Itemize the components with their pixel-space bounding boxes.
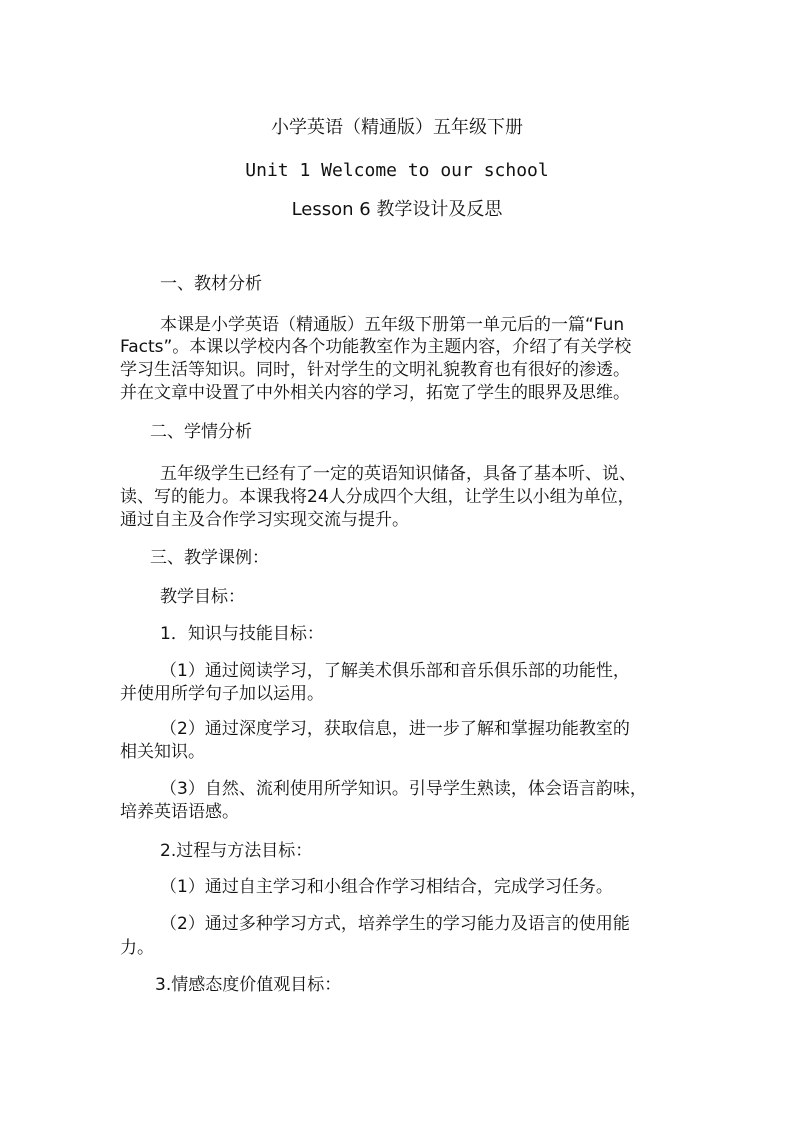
- paragraph-line: 本课是小学英语（精通版）五年级下册第一单元后的一篇“Fun: [160, 315, 625, 335]
- paragraph-line: 并在文章中设置了中外相关内容的学习，拓宽了学生的眼界及思维。: [120, 383, 630, 403]
- paragraph-line: 通过自主及合作学习实现交流与提升。: [120, 510, 409, 530]
- list-item-continuation: 并使用所学句子加以运用。: [120, 684, 324, 704]
- lesson-title: Lesson 6 教学设计及反思: [291, 199, 503, 220]
- list-item: （3）自然、流利使用所学知识。引导学生熟读，体会语言韵味，: [160, 779, 647, 799]
- section-heading-lesson: 三、教学课例：: [150, 548, 269, 568]
- list-item: （1）通过阅读学习，了解美术俱乐部和音乐俱乐部的功能性，: [160, 661, 630, 681]
- list-item-continuation: 力。: [120, 938, 154, 958]
- section-heading-materials: 一、教材分析: [160, 274, 262, 294]
- list-item: （1）通过自主学习和小组合作学习相结合，完成学习任务。: [160, 877, 613, 897]
- paragraph-line: 五年级学生已经有了一定的英语知识储备，具备了基本听、说、: [160, 464, 636, 484]
- section-heading-students: 二、学情分析: [150, 422, 252, 442]
- paragraph-line: Facts”。本课以学校内各个功能教室作为主题内容，介绍了有关学校: [120, 337, 632, 357]
- paragraph-line: 学习生活等知识。同时，针对学生的文明礼貌教育也有很好的渗透。: [120, 360, 630, 380]
- list-item-continuation: 培养英语语感。: [120, 802, 239, 822]
- document-title: 小学英语（精通版）五年级下册: [271, 117, 523, 138]
- paragraph-line: 读、写的能力。本课我将24人分成四个大组，让学生以小组为单位，: [120, 487, 635, 507]
- goal-attitude-label: 3.情感态度价值观目标：: [155, 975, 342, 995]
- list-item: （2）通过多种学习方式，培养学生的学习能力及语言的使用能: [160, 914, 630, 934]
- goal-process-label: 2.过程与方法目标：: [160, 841, 313, 861]
- list-item-continuation: 相关知识。: [120, 742, 205, 762]
- unit-title: Unit 1 Welcome to our school: [245, 160, 549, 181]
- list-item: （2）通过深度学习，获取信息，进一步了解和掌握功能教室的: [160, 719, 630, 739]
- objectives-label: 教学目标：: [160, 587, 245, 607]
- goal-knowledge-label: 1．知识与技能目标：: [160, 624, 324, 644]
